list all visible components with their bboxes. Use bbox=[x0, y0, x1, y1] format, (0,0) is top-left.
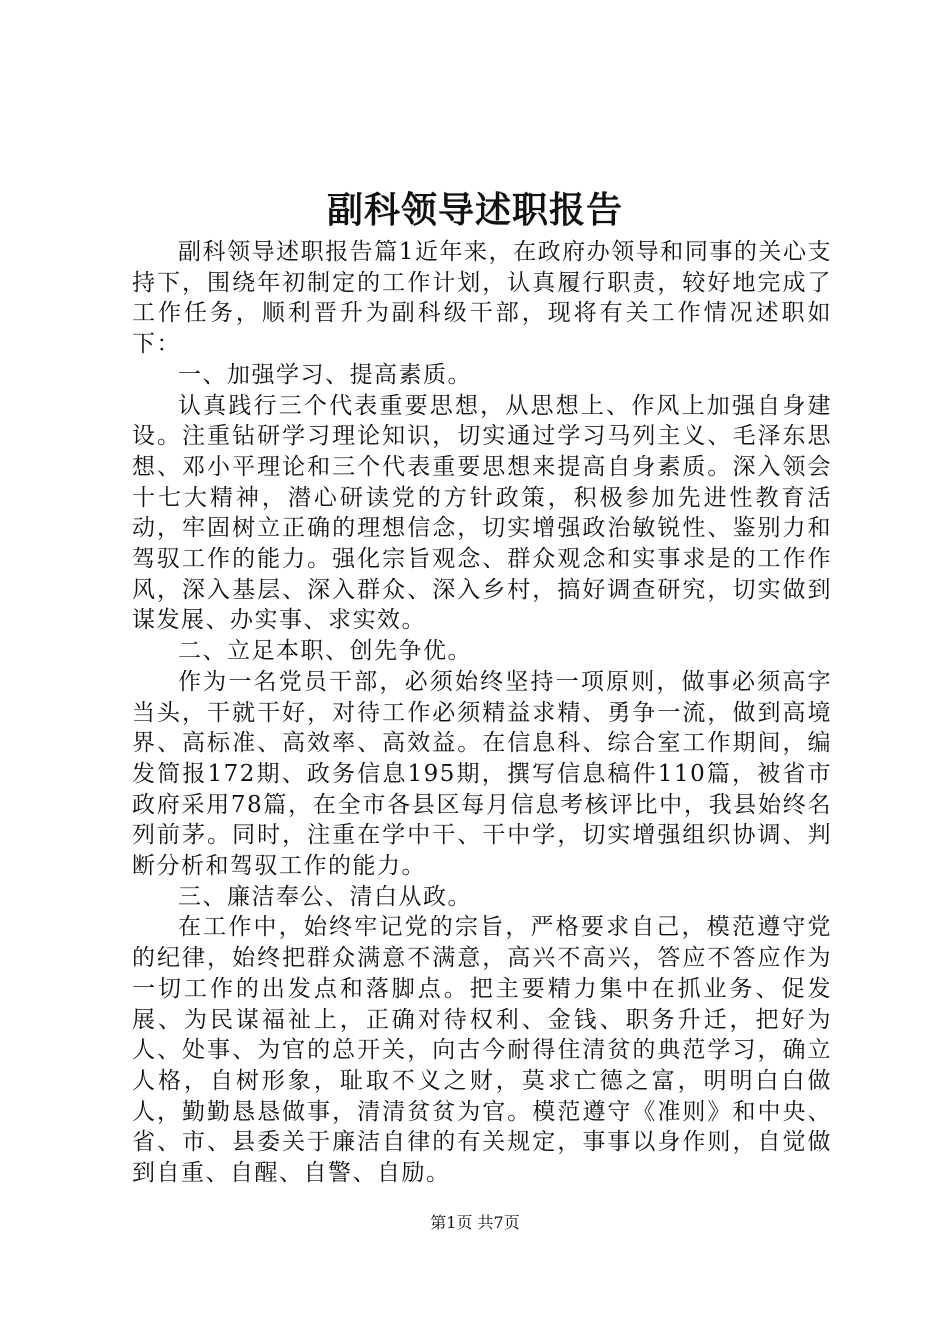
document-body bbox=[132, 237, 832, 1189]
page-indicator: 第1页 共7页 bbox=[430, 1213, 520, 1232]
section-paragraph-1: 认真践行三个代表重要思想，从思想上、作风上加强自身建设。注重钻研学习理论知识，切实通过学习马列主义、毛泽东思想、邓小平理论和三个代表重要思想来提高自身素质。深入领会十七大精神，潜心研读党的方针政策，积极参加先进性教育活动，牢固树立正确的理想信念，切实增强政治敏锐性、鉴别力和驾驭工作的能力。强化宗旨观念、群众观念和实事求是的工作作风，深入基层、深入群众、深入乡村，搞好调查研究，切实做到谋发展、办实事、求实效。 bbox=[132, 392, 832, 634]
section-paragraph-3: 在工作中，始终牢记党的宗旨，严格要求自己，模范遵守党的纪律，始终把群众满意不满意，高兴不高兴，答应不答应作为一切工作的出发点和落脚点。把主要精力集中在抓业务、促发展、为民谋福祉上，正确对待权利、金钱、职务升迁，把好为人、处事、为官的总开关，向古今耐得住清贫的典范学习，确立人格，自树形象，耻取不义之财，莫求亡德之富，明明白白做人，勤勤恳恳做事，清清贫贫为官。模范遵守《准则》和中央、省、市、县委关于廉洁自律的有关规定，事事以身作则，自觉做到自重、自醒、自警、自励。 bbox=[132, 914, 832, 1187]
section-heading-2: 二、立足本职、创先争优。 bbox=[178, 638, 472, 665]
intro-paragraph: 副科领导述职报告篇1近年来，在政府办领导和同事的关心支持下，围绕年初制定的工作计划，认真履行职责，较好地完成了工作任务，顺利晋升为副科级干部，现将有关工作情况述职如下： bbox=[132, 239, 832, 358]
section-paragraph-2: 作为一名党员干部，必须始终坚持一项原则，做事必须高字当头，干就干好，对待工作必须精益求精、勇争一流，做到高境界、高标准、高效率、高效益。在信息科、综合室工作期间，编发简报172期、政务信息195期，撰写信息稿件110篇，被省市政府采用78篇，在全市各县区每月信息考核评比中，我县始终名列前茅。同时，注重在学中干、干中学，切实增强组织协调、判断分析和驾驭工作的能力。 bbox=[132, 668, 832, 880]
document-title: 副科领导述职报告 bbox=[326, 189, 623, 231]
section-heading-3: 三、廉洁奉公、清白从政。 bbox=[178, 883, 472, 910]
section-heading-1: 一、加强学习、提高素质。 bbox=[178, 361, 472, 388]
